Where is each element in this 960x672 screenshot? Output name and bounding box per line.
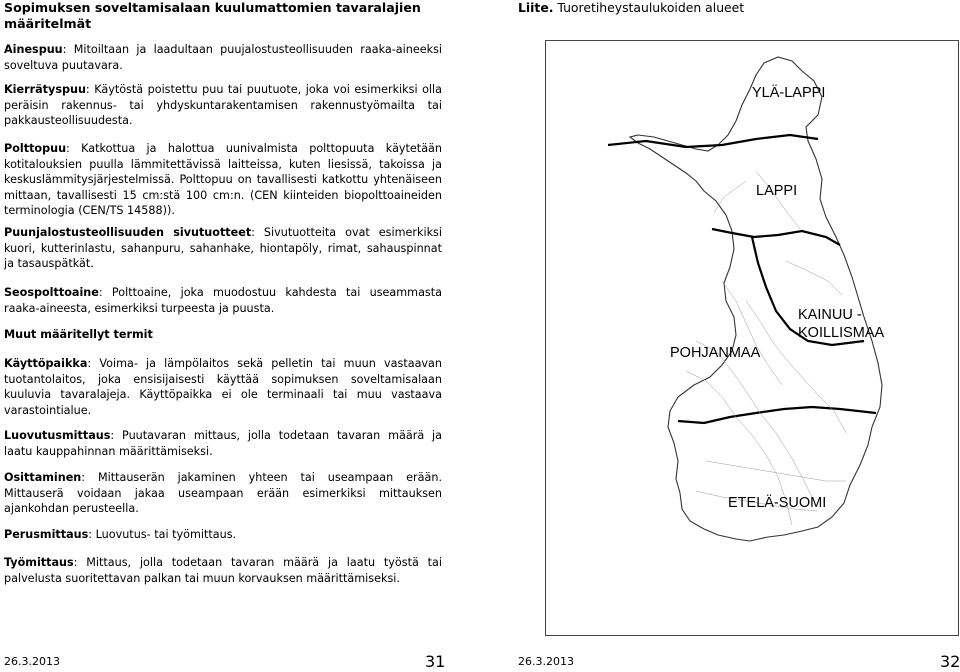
region-kainuu-label: KAINUU -: [798, 307, 862, 323]
region-lappi: LAPPI: [756, 183, 798, 199]
term-osittaminen: Osittaminen: Mittauserän jakaminen yhteen tai useampaan erään. Mittauserä voidaan jakaa useampaan erään esimerkiksi mittauksen ajankohdan perusteella.: [4, 471, 443, 516]
term-definition: Polttoaine, joka muodostuu kahdesta tai useammasta raaka-aineesta, esimerkiksi turpeesta ja puusta.: [4, 286, 442, 315]
boundary-etela: [678, 407, 876, 423]
term-label: Käyttöpaikka: [4, 357, 88, 370]
term-definition: Katkottua ja halottua uunivalmista polttopuuta käytetään kotitalouksien puulla lämmitettävissä laitteissa, kuten liesissä, takoissa ja keskuslämmitysjärjestelmissä. Polttopuu on tavallisesti katkottu yhtenäiseen mittaan, tavallisesti 15 cm:stä 100 cm:n. (CEN kiinteiden biopolttoaineiden terminologia (CEN/TS 14588)).: [4, 142, 442, 218]
region-pohjanmaa: POHJANMAA: [670, 345, 761, 361]
term-kayttopaikka: Käyttöpaikka: Voima- ja lämpölaitos sekä pelletin tai muun vastaavan tuotantolaitos, joka ensisijaisesti käyttää sopimuksen soveltamisalaan kuuluvia tavaralajeja. Käyttöpaikka ei ole terminaali tai muu vastaava varastointialue.: [4, 357, 442, 417]
term-definition: Mittaus, jolla todetaan tavaran määrä ja laatu työstä tai palvelusta suoritettavan palkan tai muun korvauksen määrittämiseksi.: [4, 556, 442, 585]
boundary-yla-lappi: [608, 135, 818, 147]
term-perusmittaus: Perusmittaus: Luovutus- tai työmittaus.: [4, 528, 237, 541]
region-kainuu-label-line2: KOILLISMAA: [798, 325, 885, 341]
appendix-heading: Tuoretiheystaulukoiden alueet: [557, 0, 745, 15]
term-label: Työmittaus: [4, 556, 74, 569]
page-number: 31: [425, 652, 446, 671]
term-definition: Puutavaran mittaus, jolla todetaan tavaran määrä ja laatu kauppahinnan määrittämiseksi.: [4, 429, 443, 458]
footer-date: 26.3.2013: [4, 655, 60, 668]
term-label: Perusmittaus: [4, 528, 89, 541]
term-label: Puunjalostusteollisuuden sivutuotteet: [4, 226, 252, 239]
term-ainespuu: Ainespuu: Mitoiltaan ja laadultaan puujalostusteollisuuden raaka-aineeksi soveltuva puutavara.: [4, 43, 442, 72]
term-polttopuu: Polttopuu: Katkottua ja halottua uunivalmista polttopuuta käytetään kotitalouksien puulla lämmitettävissä laitteissa, kuten liesissä, takoissa ja keskuslämmitysjärjestelmissä. Polttopuu on tavallisesti katkottu yhtenäiseen mittaan, tavallisesti 15 cm:stä 100 cm:n. (CEN kiinteiden biopolttoaineiden terminologia (CEN/TS 14588)).: [4, 142, 442, 218]
term-label: Ainespuu: [4, 43, 63, 56]
term-label: Osittaminen: [4, 471, 82, 484]
term-definition: Mittauserän jakaminen yhteen tai useampaan erään. Mittauserä voidaan jakaa useampaan erään esimerkiksi mittauksen ajankohdan perusteella.: [4, 471, 443, 516]
term-sivutuotteet: Puunjalostusteollisuuden sivutuotteet: Sivutuotteita ovat esimerkiksi kuori, kutterinlastu, sahanpuru, sahanhake, hiontapöly, rimat, sahauspinnat ja tasauspätkät.: [4, 226, 442, 271]
subheading: Muut määritellyt termit: [4, 328, 153, 341]
term-kierratyspuu: Kierrätyspuu: Käytöstä poistettu puu tai puutuote, joka voi esimerkiksi olla peräisin rakennus- tai yhdyskuntarakentamisen rakennustyömailta tai pakkausteollisuudesta.: [4, 83, 443, 128]
appendix-label: Liite.: [518, 0, 554, 15]
term-label: Luovutusmittaus: [4, 429, 111, 442]
appendix-title: [518, 0, 744, 15]
region-etela-suomi: ETELÄ-SUOMI: [728, 495, 827, 511]
section-title: Sopimuksen soveltamisalaan kuulumattomien tavaralajien määritelmät: [4, 0, 421, 31]
finland-map: [546, 41, 960, 637]
term-definition: Sivutuotteita ovat esimerkiksi kuori, kutterinlastu, sahanpuru, sahanhake, hiontapöly, rimat, sahauspinnat ja tasauspätkät.: [4, 226, 442, 271]
term-luovutusmittaus: Luovutusmittaus: Puutavaran mittaus, jolla todetaan tavaran määrä ja laatu kauppahinnan määrittämiseksi.: [4, 429, 443, 458]
map-frame: [545, 40, 959, 636]
term-definition: Käytöstä poistettu puu tai puutuote, joka voi esimerkiksi olla peräisin rakennus- tai yhdyskuntarakentamisen rakennustyömailta tai pakkausteollisuudesta.: [4, 83, 443, 128]
region-kainuu: [798, 307, 885, 341]
left-page: [4, 0, 446, 672]
term-seospolttoaine: Seospolttoaine: Polttoaine, joka muodostuu kahdesta tai useammasta raaka-aineesta, esimerkiksi turpeesta ja puusta.: [4, 286, 442, 315]
footer-date: 26.3.2013: [518, 655, 574, 668]
finland-outline: [630, 57, 882, 541]
page-number: 32: [940, 652, 960, 671]
term-definition: Mitoiltaan ja laadultaan puujalostusteollisuuden raaka-aineeksi soveltuva puutavara.: [4, 43, 442, 72]
term-definition: Voima- ja lämpölaitos sekä pelletin tai muun vastaavan tuotantolaitos, joka ensisijaisesti käyttää sopimuksen soveltamisalaan kuuluvia tavaralajeja. Käyttöpaikka ei ole terminaali tai muu vastaava varastointialue.: [4, 357, 442, 417]
term-label: Seospolttoaine: [4, 286, 99, 299]
term-tyomittaus: Työmittaus: Mittaus, jolla todetaan tavaran määrä ja laatu työstä tai palvelusta suoritettavan palkan tai muun korvauksen määrittämiseksi.: [4, 556, 442, 585]
region-yla-lappi: YLÄ-LAPPI: [752, 85, 826, 101]
term-label: Kierrätyspuu: [4, 83, 86, 96]
boundary-lappi: [712, 229, 840, 245]
term-definition: Luovutus- tai työmittaus.: [95, 528, 237, 541]
term-label: Polttopuu: [4, 142, 67, 155]
